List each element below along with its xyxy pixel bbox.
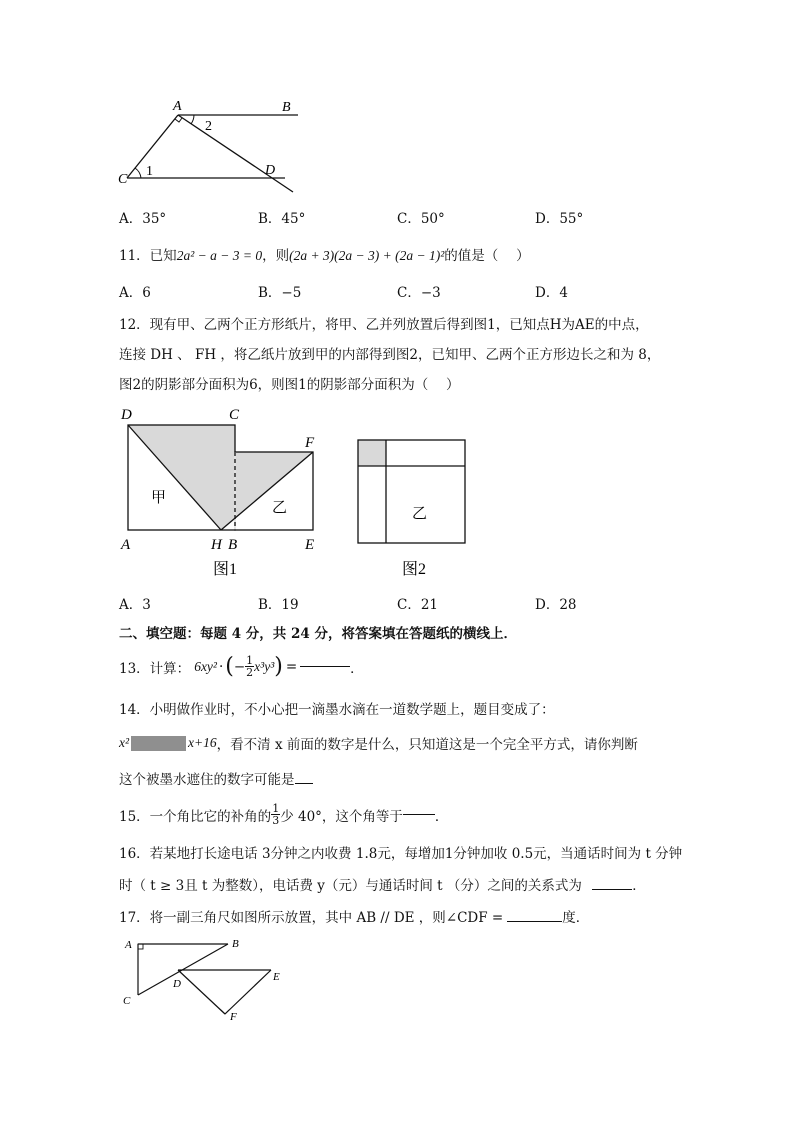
fig1-label-D: D	[121, 407, 132, 423]
section2-heading: 二、填空题：每题 4 分，共 24 分，将答案填在答题纸的横线上．	[119, 626, 517, 642]
q11-option-b: B．−5	[258, 285, 302, 301]
q12-figure1	[115, 400, 340, 580]
q14-answer-blank[interactable]	[295, 783, 313, 784]
q12-option-a: A．3	[119, 597, 151, 613]
q14-line1: 14．小明做作业时，不小心把一滴墨水滴在一道数学题上，题目变成了：	[119, 702, 555, 718]
q11-mid: ，则	[262, 248, 290, 264]
q17-label-B: B	[232, 938, 239, 950]
fig1-label-jia: 甲	[151, 490, 167, 506]
q17-answer-blank[interactable]	[507, 921, 562, 922]
q10-label-B: B	[282, 100, 291, 115]
q12-line2: 连接 DH 、 FH ，将乙纸片放到甲的内部得到图2，已知甲、乙两个正方形边长之和为 8，	[119, 347, 661, 363]
q12-option-c: C．21	[397, 597, 439, 613]
q14-line2	[119, 733, 638, 753]
fig1-label-B: B	[228, 537, 238, 553]
q10-option-d: D．55°	[535, 211, 584, 227]
q11-tail: 的值是（ ）	[444, 248, 530, 264]
q15-pre: 15．一个角比它的补角的	[119, 808, 272, 825]
q10-figure	[115, 95, 305, 195]
q17-stem: 17．将一副三角尺如图所示放置，其中 AB // DE ，则∠CDF = 度．	[119, 910, 590, 926]
q11-expr: (2a + 3)(2a − 3) + (2a − 1)²	[289, 248, 445, 263]
fig2-label-yi: 乙	[412, 506, 428, 522]
q15-stem	[119, 803, 448, 826]
q15-answer-blank[interactable]	[403, 814, 435, 815]
fig1-label-yi: 乙	[272, 500, 288, 516]
q12-option-b: B．19	[258, 597, 299, 613]
q10-label-C: C	[118, 172, 128, 187]
fig1-label-H: H	[211, 537, 222, 553]
q16-answer-blank[interactable]	[592, 889, 632, 890]
fig1-caption: 图1	[213, 561, 238, 578]
q15-end: ．	[434, 808, 449, 825]
fig1-label-C: C	[229, 407, 240, 423]
q13-stem: 13．计算： 6xy² · ( − $\frac{1}{2}$ x³y³ ) = ．	[119, 654, 364, 679]
q17-label-D: D	[173, 978, 181, 990]
q14-line2-rest: ，看不清 x 前面的数字是什么，只知道这是一个完全平方式，请你判断	[216, 737, 638, 753]
ink-blot	[131, 736, 186, 751]
q10-label-2: 2	[205, 119, 212, 134]
q11-option-c: C．−3	[397, 285, 441, 301]
q12-option-d: D．28	[535, 597, 577, 613]
q14-expr-a: x²	[119, 735, 130, 750]
fig1-label-A: A	[121, 537, 131, 553]
q13-rparen: )	[274, 654, 283, 679]
q17-label-C: C	[123, 995, 131, 1007]
q14-expr-b: x+16	[188, 735, 217, 750]
fig1-label-E: E	[305, 537, 315, 553]
q13-term1: 6xy²	[194, 658, 217, 674]
q10-option-a: A．35°	[119, 211, 167, 227]
q13-term2: x³y³	[254, 658, 275, 674]
fig2-caption: 图2	[402, 561, 427, 578]
q15-fraction: $\frac{1}{3}$	[272, 802, 280, 827]
q11-option-a: A．6	[119, 285, 151, 301]
q13-answer-blank[interactable]	[300, 666, 350, 667]
q11-eq: 2a² − a − 3 = 0	[176, 248, 263, 263]
q11-stem	[119, 244, 530, 264]
fig1-label-F: F	[305, 435, 315, 451]
q11-num: 11．已知	[119, 248, 177, 264]
q15-post: 少 40°，这个角等于	[280, 808, 403, 825]
q17-figure	[118, 932, 293, 1022]
q13-num: 13．计算：	[119, 660, 191, 677]
q13-fraction: $\frac{1}{2}$	[246, 654, 254, 679]
q12-line1: 12．现有甲、乙两个正方形纸片，将甲、乙并列放置后得到图1，已知点H为AE的中点，	[119, 317, 649, 333]
q13-eq: =	[285, 658, 298, 675]
q10-label-1: 1	[146, 164, 153, 179]
q17-label-F: F	[230, 1011, 237, 1022]
q13-op: ·	[218, 658, 224, 675]
q17-label-A: A	[125, 939, 132, 951]
q17-label-E: E	[273, 971, 280, 983]
q13-lparen: (	[225, 654, 234, 679]
q16-line2: 时（ t ≥ 3且 t 为整数），电话费 y（元）与通话时间 t （分）之间的关系式为 ．	[119, 878, 646, 894]
q11-option-d: D．4	[535, 285, 568, 301]
q13-end: ．	[350, 660, 364, 677]
q10-option-b: B．45°	[258, 211, 306, 227]
q12-figure2	[350, 430, 475, 580]
q12-line3: 图2的阴影部分面积为6，则图1的阴影部分面积为（ ）	[119, 377, 460, 393]
q14-line3: 这个被墨水遮住的数字可能是	[119, 768, 313, 788]
q10-label-A: A	[173, 99, 182, 114]
q16-line1: 16．若某地打长途电话 3分钟之内收费 1.8元，每增加1分钟加收 0.5元，当通话时间为 t 分钟	[119, 846, 683, 862]
q10-option-c: C．50°	[397, 211, 445, 227]
q10-label-D: D	[265, 163, 276, 178]
